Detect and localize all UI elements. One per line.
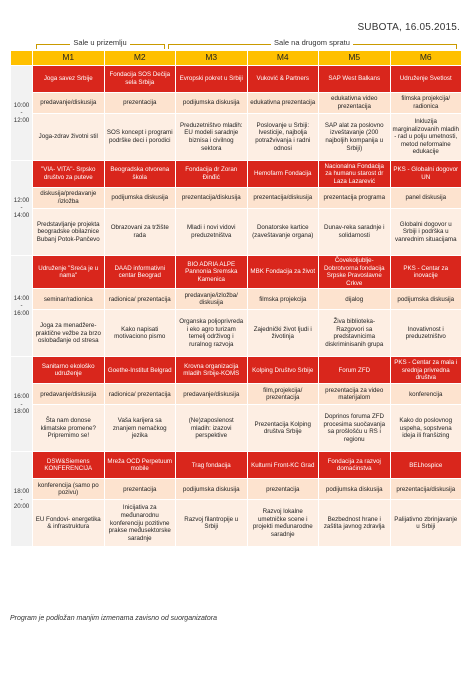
format-cell: podijumska diskusija	[104, 188, 176, 209]
format-cell: filmska projekcija/ radionica	[390, 93, 462, 114]
slot-row-desc	[11, 114, 462, 161]
slot-row-fmt	[11, 289, 462, 310]
topic-cell: Kako napisati motivaciono pismo	[104, 310, 176, 357]
slot-row-desc	[11, 310, 462, 357]
room-header-row	[11, 51, 462, 66]
topic-cell: Joga za menadžere-praktične vežbe za brzo oslobađanje od stresa	[33, 310, 105, 357]
topic-cell: Organska poljoprivreda i eko agro turizam temelj održivog i ruralnog razvoja	[176, 310, 248, 357]
time-slot: 10:00 - 12:00	[11, 66, 33, 161]
organizer-cell: Vuković & Partners	[247, 66, 319, 93]
topic-cell: Inovativnost i preduzetništvo	[390, 310, 462, 357]
topic-cell: SOS koncept i programi podrške deci i porodici	[104, 114, 176, 161]
topic-cell: Vaša karijera sa znanjem nemačkog jezika	[104, 405, 176, 452]
organizer-cell: Nacionalna Fondacija za humanu starost dr Laza Lazarević	[319, 161, 391, 188]
topic-cell: Bezbednost hrane i zaštita javnog zdravlja	[319, 500, 391, 547]
time-slot: 12:00 - 14:00	[11, 161, 33, 256]
topic-cell: (Ne)zaposlenost mladih: izazovi perspektive	[176, 405, 248, 452]
organizer-cell: Forum ZFD	[319, 357, 391, 384]
topic-cell: Razvoj lokalne umetničke scene i projekti međunarodne saradnje	[247, 500, 319, 547]
organizer-cell: PKS - Globalni dogovor UN	[390, 161, 462, 188]
topic-cell: Globalni dogovor u Srbiji i podrška u vanrednim situacijama	[390, 209, 462, 256]
slot-row-org	[11, 256, 462, 289]
organizer-cell: "VIA- VITA"- Srpsko društvo za puteve	[33, 161, 105, 188]
room-m5: M5	[319, 51, 391, 66]
topic-cell: Poslovanje u Srbiji: Ivesticije, najbolja potražvivanja i radni odnosi	[247, 114, 319, 161]
format-cell: edukativna prezentacija	[247, 93, 319, 114]
format-cell: diskusija/predavanje /izložba	[33, 188, 105, 209]
slot-row-org	[11, 357, 462, 384]
organizer-cell: Beogradska otvorena škola	[104, 161, 176, 188]
format-cell: prezentacija	[104, 93, 176, 114]
organizer-cell: Udruženje Svetlost	[390, 66, 462, 93]
format-cell: predavanje/diskusija	[176, 384, 248, 405]
organizer-cell: Trag fondacija	[176, 452, 248, 479]
topic-cell: Donatorske kartice (zaveštavanje organa)	[247, 209, 319, 256]
organizer-cell: MBK Fondacija za život	[247, 256, 319, 289]
topic-cell: Dunav-reka saradnje i solidarnosti	[319, 209, 391, 256]
hall-ground-label: Sale u prizemlju	[34, 38, 166, 47]
organizer-cell: BELhospice	[390, 452, 462, 479]
format-cell: predavanje/diskusija	[33, 384, 105, 405]
topic-cell: Doprinos foruma ZFD procesima suočavanja sa prošlošću u RS i regionu	[319, 405, 391, 452]
time-header	[11, 51, 33, 66]
hall-second-label: Sale na drugom spratu	[166, 38, 458, 47]
organizer-cell: Hemofarm Fondacija	[247, 161, 319, 188]
format-cell: podijumska diskusija	[176, 93, 248, 114]
slot-row-fmt	[11, 188, 462, 209]
organizer-cell: SAP West Balkans	[319, 66, 391, 93]
format-cell: radionica/ prezentacija	[104, 289, 176, 310]
topic-cell: Preduzetništvo mladih: EU modeli saradnje biznisa i civilnog sektora	[176, 114, 248, 161]
format-cell: prezentacija	[247, 479, 319, 500]
format-cell: prezentacija/diskusija	[390, 479, 462, 500]
slot-row-desc	[11, 405, 462, 452]
format-cell: podijumska diskusija	[390, 289, 462, 310]
format-cell: film,projekcija/ prezentacija	[247, 384, 319, 405]
organizer-cell: PKS - Centar za inovacije	[390, 256, 462, 289]
organizer-cell: Fondacija SOS Dečija sela Srbija	[104, 66, 176, 93]
schedule-body	[11, 66, 462, 547]
topic-cell: EU Fondovi- energetika & infrastruktura	[33, 500, 105, 547]
time-slot: 16:00 - 18:00	[11, 357, 33, 452]
topic-cell: Joga-zdrav životni stil	[33, 114, 105, 161]
topic-cell: Inicijativa za međunarodnu konferenciju pozitivne prakse međusektorske saradnje	[104, 500, 176, 547]
format-cell: konferencija (samo po pozivu)	[33, 479, 105, 500]
format-cell: filmska projekcija	[247, 289, 319, 310]
topic-cell: Inkluzija marginalizovanih mladih - rad u polju umetnosti, metod neformalne edukacije	[390, 114, 462, 161]
format-cell: predavanje/izložba/ diskusija	[176, 289, 248, 310]
slot-row-org	[11, 66, 462, 93]
organizer-cell: Kolping Društvo Srbije	[247, 357, 319, 384]
format-cell: prezentacija	[104, 479, 176, 500]
organizer-cell: Sanitarno ekološko udruženje	[33, 357, 105, 384]
format-cell: prezentacija/diskusija	[176, 188, 248, 209]
format-cell: prezentacija/diskusija	[247, 188, 319, 209]
time-slot: 14:00 - 16:00	[11, 256, 33, 357]
topic-cell: Živa biblioteka- Razgovori sa predstavnicima diskriminisanih grupa	[319, 310, 391, 357]
format-cell: podijumska diskusija	[176, 479, 248, 500]
slot-row-org	[11, 161, 462, 188]
date-heading: SUBOTA, 16.05.2015.	[357, 22, 460, 33]
organizer-cell: DSW&Siemens KONFERENCIJA	[33, 452, 105, 479]
format-cell: konferencija	[390, 384, 462, 405]
schedule-table	[10, 50, 462, 547]
slot-row-desc	[11, 209, 462, 256]
organizer-cell: PKS - Centar za mala i srednja privredna društva	[390, 357, 462, 384]
organizer-cell: Goethe-Institut Belgrad	[104, 357, 176, 384]
slot-row-fmt	[11, 93, 462, 114]
topic-cell: Razvoj filantropije u Srbiji	[176, 500, 248, 547]
room-m3: M3	[176, 51, 248, 66]
hall-groups	[34, 38, 458, 50]
topic-cell: Zajednički život ljudi i životinja	[247, 310, 319, 357]
format-cell: panel diskusija	[390, 188, 462, 209]
format-cell: dijalog	[319, 289, 391, 310]
slot-row-fmt	[11, 479, 462, 500]
organizer-cell: Čovekoljublje- Dobrotvorna fondacija Srpske Pravoslavne Crkve	[319, 256, 391, 289]
topic-cell: Kako do poslovnog uspeha, sopstvena ideja ili franšizing	[390, 405, 462, 452]
organizer-cell: Kulturni Front-KC Grad	[247, 452, 319, 479]
room-m2: M2	[104, 51, 176, 66]
format-cell: prezentacija za video materijalom	[319, 384, 391, 405]
room-m4: M4	[247, 51, 319, 66]
room-m6: M6	[390, 51, 462, 66]
format-cell: edukativna video prezentacija	[319, 93, 391, 114]
organizer-cell: Mreža OCD Perpetuum mobile	[104, 452, 176, 479]
organizer-cell: Fondacija za razvoj domaćinstva	[319, 452, 391, 479]
room-m1: M1	[33, 51, 105, 66]
organizer-cell: DAAD informativni centar Beograd	[104, 256, 176, 289]
topic-cell: Prezentacija Kolping društva Srbije	[247, 405, 319, 452]
format-cell: radionica/ prezentacija	[104, 384, 176, 405]
slot-row-org	[11, 452, 462, 479]
organizer-cell: Evropski pokret u Srbiji	[176, 66, 248, 93]
time-slot: 18:00 - 20:00	[11, 452, 33, 547]
topic-cell: Predstavljanje projekta beogradske obilaznice Bubanj Potok-Pančevo	[33, 209, 105, 256]
organizer-cell: Fondacija dr Zoran Đinđić	[176, 161, 248, 188]
slot-row-fmt	[11, 384, 462, 405]
format-cell: prezentacija programa	[319, 188, 391, 209]
topic-cell: Obrazovani za tržište rada	[104, 209, 176, 256]
format-cell: predavanje/diskusija	[33, 93, 105, 114]
slot-row-desc	[11, 500, 462, 547]
topic-cell: Šta nam donose klimatske promene? Pripremimo se!	[33, 405, 105, 452]
topic-cell: Palijativno zbrinjavanje u Srbiji	[390, 500, 462, 547]
organizer-cell: BIO ADRIA ALPE Pannonia Sremska Kamenica	[176, 256, 248, 289]
topic-cell: SAP alat za poslovno izveštavanje (200 najboljih kompanija u Srbiji)	[319, 114, 391, 161]
format-cell: seminar/radionica	[33, 289, 105, 310]
organizer-cell: Krovna organizacija mladih Srbije-KOMS	[176, 357, 248, 384]
topic-cell: Mladi i novi vidovi preduzetništva	[176, 209, 248, 256]
organizer-cell: Udruženje "Sreća je u nama"	[33, 256, 105, 289]
footnote: Program je podložan manjim izmenama zavisno od suorganizatora	[10, 615, 217, 622]
organizer-cell: Joga savez Srbije	[33, 66, 105, 93]
format-cell: podijumska diskusija	[319, 479, 391, 500]
